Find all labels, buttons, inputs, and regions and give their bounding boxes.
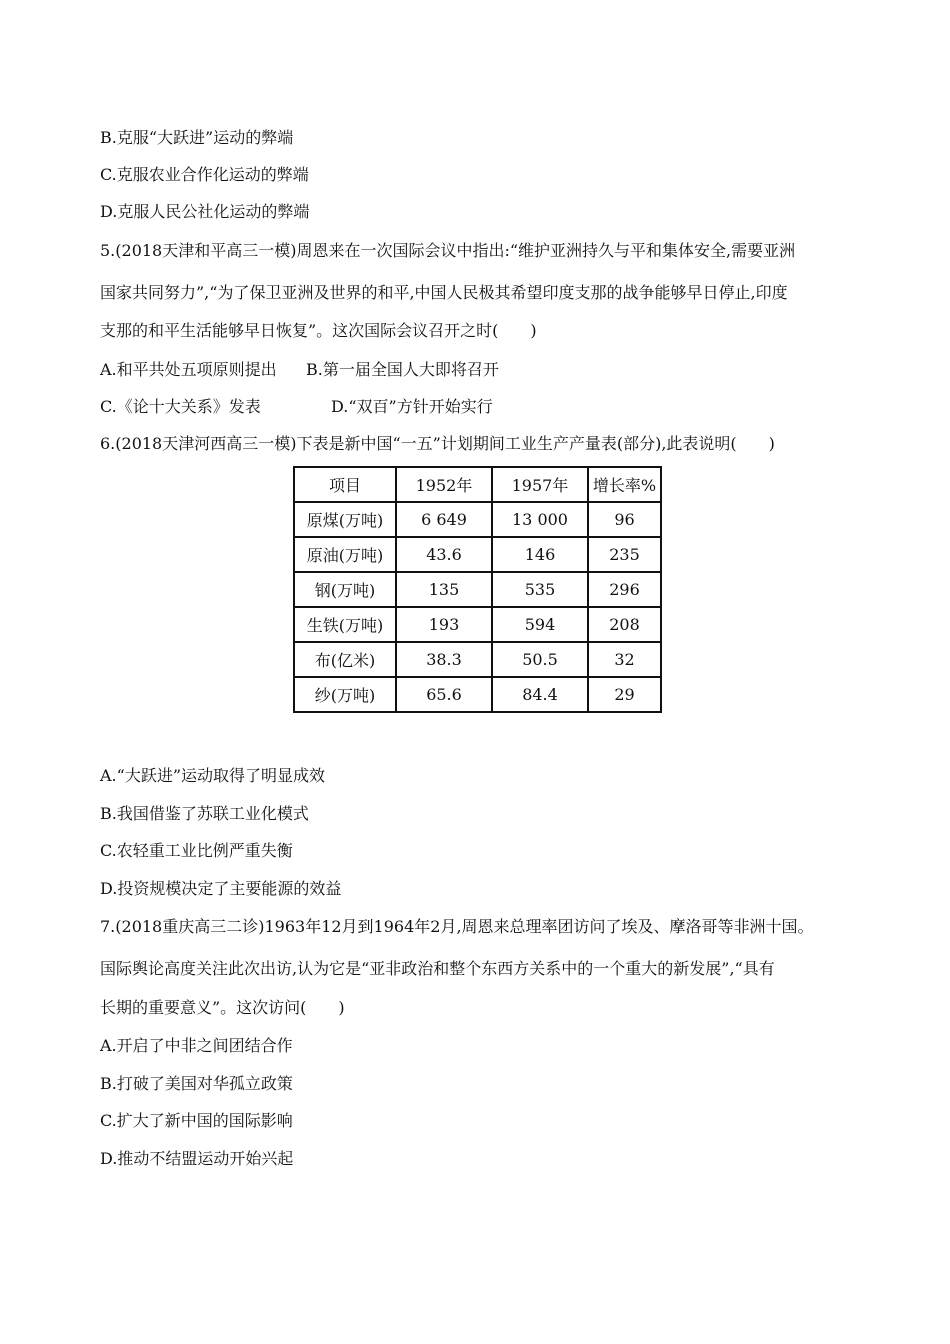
- table-cell: 208: [588, 607, 661, 642]
- table-header-cell: 1957年: [492, 467, 588, 502]
- table-cell: 594: [492, 607, 588, 642]
- table-cell: 296: [588, 572, 661, 607]
- q6-stem: 6.(2018天津河西高三一模)下表是新中国“一五”计划期间工业生产产量表(部分),此表说明( ): [100, 434, 775, 453]
- table-row: [294, 677, 661, 712]
- q7-option-a: A.开启了中非之间团结合作: [100, 1036, 293, 1055]
- table-cell: 13 000: [492, 502, 588, 537]
- table-cell: 生铁(万吨): [294, 607, 396, 642]
- q5-options-cd: [100, 396, 493, 418]
- table-header-cell: 增长率%: [588, 467, 661, 502]
- q5-stem-line-2: 国家共同努力”,“为了保卫亚洲及世界的和平,中国人民极其希望印度支那的战争能够早日停止,印度: [100, 283, 788, 302]
- table-header-row: [294, 467, 661, 502]
- q7-stem-line-1: 7.(2018重庆高三二诊)1963年12月到1964年2月,周恩来总理率团访问了埃及、摩洛哥等非洲十国。: [100, 917, 814, 936]
- table-cell: 50.5: [492, 642, 588, 677]
- table-cell: 146: [492, 537, 588, 572]
- table-row: [294, 642, 661, 677]
- table-cell: 135: [396, 572, 492, 607]
- q7-option-c: C.扩大了新中国的国际影响: [100, 1111, 293, 1130]
- table-cell: 96: [588, 502, 661, 537]
- q5-options-ab: [100, 359, 499, 381]
- q7-stem-line-3: 长期的重要意义”。这次访问( ): [100, 998, 345, 1017]
- table-row: [294, 607, 661, 642]
- table-cell: 原煤(万吨): [294, 502, 396, 537]
- table-row: [294, 572, 661, 607]
- table-cell: 84.4: [492, 677, 588, 712]
- q4-option-b: B.克服“大跃进”运动的弊端: [100, 128, 294, 147]
- table-cell: 65.6: [396, 677, 492, 712]
- q4-option-c: C.克服农业合作化运动的弊端: [100, 165, 309, 184]
- table-cell: 193: [396, 607, 492, 642]
- table-header-cell: 项目: [294, 467, 396, 502]
- table-cell: 32: [588, 642, 661, 677]
- table-cell: 38.3: [396, 642, 492, 677]
- q5-option-d: D.“双百”方针开始实行: [331, 397, 493, 416]
- table-cell: 布(亿米): [294, 642, 396, 677]
- table-cell: 535: [492, 572, 588, 607]
- q5-option-c: C.《论十大关系》发表: [100, 397, 261, 416]
- table-header-cell: 1952年: [396, 467, 492, 502]
- q5-stem-line-3: 支那的和平生活能够早日恢复”。这次国际会议召开之时( ): [100, 321, 537, 340]
- q6-option-b: B.我国借鉴了苏联工业化模式: [100, 804, 309, 823]
- q7-option-d: D.推动不结盟运动开始兴起: [100, 1149, 294, 1168]
- table-cell: 235: [588, 537, 661, 572]
- q6-option-d: D.投资规模决定了主要能源的效益: [100, 879, 342, 898]
- q5-option-b: B.第一届全国人大即将召开: [306, 360, 499, 379]
- q6-option-c: C.农轻重工业比例严重失衡: [100, 841, 293, 860]
- q4-option-d: D.克服人民公社化运动的弊端: [100, 202, 310, 221]
- table-cell: 纱(万吨): [294, 677, 396, 712]
- table-cell: 钢(万吨): [294, 572, 396, 607]
- table-row: [294, 537, 661, 572]
- table-row: [294, 502, 661, 537]
- q7-option-b: B.打破了美国对华孤立政策: [100, 1074, 293, 1093]
- q7-stem-line-2: 国际舆论高度关注此次出访,认为它是“亚非政治和整个东西方关系中的一个重大的新发展”,“具有: [100, 959, 775, 978]
- q5-option-a: A.和平共处五项原则提出: [100, 360, 277, 379]
- table-cell: 43.6: [396, 537, 492, 572]
- table-cell: 原油(万吨): [294, 537, 396, 572]
- table-cell: 29: [588, 677, 661, 712]
- table-cell: 6 649: [396, 502, 492, 537]
- production-table: [293, 466, 662, 713]
- q6-option-a: A.“大跃进”运动取得了明显成效: [100, 766, 326, 785]
- q5-stem-line-1: 5.(2018天津和平高三一模)周恩来在一次国际会议中指出:“维护亚洲持久与平和集体安全,需要亚洲: [100, 241, 796, 260]
